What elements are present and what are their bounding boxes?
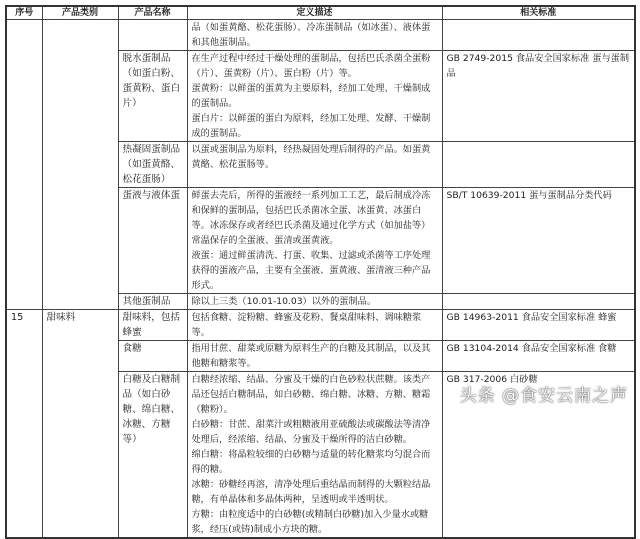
definition-paragraph: 包括食糖、淀粉糖、蜂蜜及花粉、餐桌甜味料、调味糖浆等。 [191, 312, 422, 338]
definition-paragraph: 蛋黄粉：以鲜蛋的蛋黄为主要原料，经加工处理、干燥制成的蛋制品。 [191, 83, 431, 109]
cell-standard: GB 14963-2011 食品安全国家标准 蜂蜜 [442, 310, 635, 341]
cell-definition [187, 20, 442, 51]
cell-definition [187, 142, 442, 188]
cell-definition [187, 51, 442, 142]
watermark: 头条 @食安云南之声 [459, 386, 628, 406]
cell-category [42, 20, 118, 310]
table-row [6, 20, 635, 51]
cell-no: 15 [6, 310, 42, 539]
cell-name: 甜味料，包括蜂蜜 [118, 310, 187, 341]
table-row [6, 310, 635, 341]
header-category: 产品类别 [42, 6, 118, 20]
cell-standard: GB 13104-2014 食品安全国家标准 食糖 [442, 341, 635, 372]
cell-standard: SB/T 10639-2011 蛋与蛋制品分类代码 [442, 188, 635, 294]
header-definition: 定义描述 [187, 6, 442, 20]
definition-paragraph: 品（如蛋黄酪、松花蛋肠）、冷冻蛋制品（如冰蛋）、液体蛋和其他蛋制品。 [191, 22, 431, 48]
definition-paragraph: 鲜蛋去壳后，所得的蛋液经一系列加工工艺，最后制成冷冻和保鲜的蛋制品，包括巴氏杀菌冰全蛋、冰蛋黄、冰蛋白等。冰冻保存或者经巴氏杀菌及通过化学方式（如加盐等）常温保存的全蛋液、蛋清或蛋黄液。 [191, 190, 431, 246]
definition-paragraph: 冰糖：砂糖经再溶，清净处理后重结晶而制得的大颗粒结晶糖，有单晶体和多晶体两种，呈透明或半透明状。 [191, 479, 431, 505]
cell-definition [187, 372, 442, 539]
cell-name: 脱水蛋制品（如蛋白粉、蛋黄粉、蛋白片） [118, 51, 187, 142]
cell-standard [442, 294, 635, 310]
cell-name: 食糖 [118, 341, 187, 372]
cell-definition [187, 188, 442, 294]
cell-no [6, 20, 42, 310]
cell-standard [442, 142, 635, 188]
header-standard: 相关标准 [442, 6, 635, 20]
cell-definition [187, 310, 442, 341]
definition-paragraph: 指用甘蔗、甜菜或原糖为原料生产的白糖及其制品，以及其他糖和糖浆等。 [191, 343, 431, 369]
definition-paragraph: 白砂糖：甘蔗、甜菜汁或粗糖液用亚硫酸法或碳酸法等清净处理后，经浓缩、结晶、分蜜及干燥所得的洁白砂糖。 [191, 419, 431, 445]
cell-category: 甜味料 [42, 310, 118, 539]
definition-paragraph: 液蛋：通过鲜蛋清洗、打蛋、收集、过滤或杀菌等工序处理获得的蛋液产品，主要有全蛋液、蛋黄液、蛋清液三种产品形式。 [191, 250, 431, 291]
cell-name: 其他蛋制品 [118, 294, 187, 310]
definition-paragraph: 白糖经浓缩、结晶、分蜜及干燥的白色砂粒状蔗糖。该类产品还包括白糖制品，如白砂糖、绵白糖、冰糖、方糖、糖霜（糖粉）。 [191, 374, 431, 415]
definition-paragraph: 绵白糖：将晶粒较细的白砂糖与适量的转化糖浆均匀混合而得的糖。 [191, 449, 431, 475]
definition-paragraph: 在生产过程中经过干燥处理的蛋制品，包括巴氏杀菌全蛋粉（片）、蛋黄粉（片）、蛋白粉（片）等。 [191, 53, 431, 79]
cell-name: 热凝固蛋制品（如蛋黄酪、松花蛋肠） [118, 142, 187, 188]
cell-name: 蛋液与液体蛋 [118, 188, 187, 294]
header-no: 序号 [6, 6, 42, 20]
definition-paragraph: 除以上三类（10.01-10.03）以外的蛋制品。 [191, 296, 377, 307]
cell-standard [442, 20, 635, 51]
definition-paragraph: 方糖：由粒度适中的白砂糖(或精制白砂糖)加入少量水或糖浆，经压(或铸)制成小方块的糖。 [191, 509, 429, 535]
table-header-row [6, 6, 635, 20]
cell-name [118, 20, 187, 51]
cell-name: 白糖及白糖制品（如白砂糖、绵白糖、冰糖、方糖等） [118, 372, 187, 539]
definition-paragraph: 以蛋或蛋制品为原料，经热凝固处理后制得的产品。如蛋黄黄酪、松花蛋肠等。 [191, 144, 431, 170]
cell-standard: GB 2749-2015 食品安全国家标准 蛋与蛋制品 [442, 51, 635, 142]
cell-definition [187, 294, 442, 310]
header-name: 产品名称 [118, 6, 187, 20]
definition-paragraph: 蛋白片：以鲜蛋的蛋白为原料，经加工处理、发酵、干燥制成的蛋制品。 [191, 113, 431, 139]
cell-standard: GB 317-2006 白砂糖 [442, 372, 635, 539]
food-classification-table [5, 5, 636, 539]
cell-definition [187, 341, 442, 372]
